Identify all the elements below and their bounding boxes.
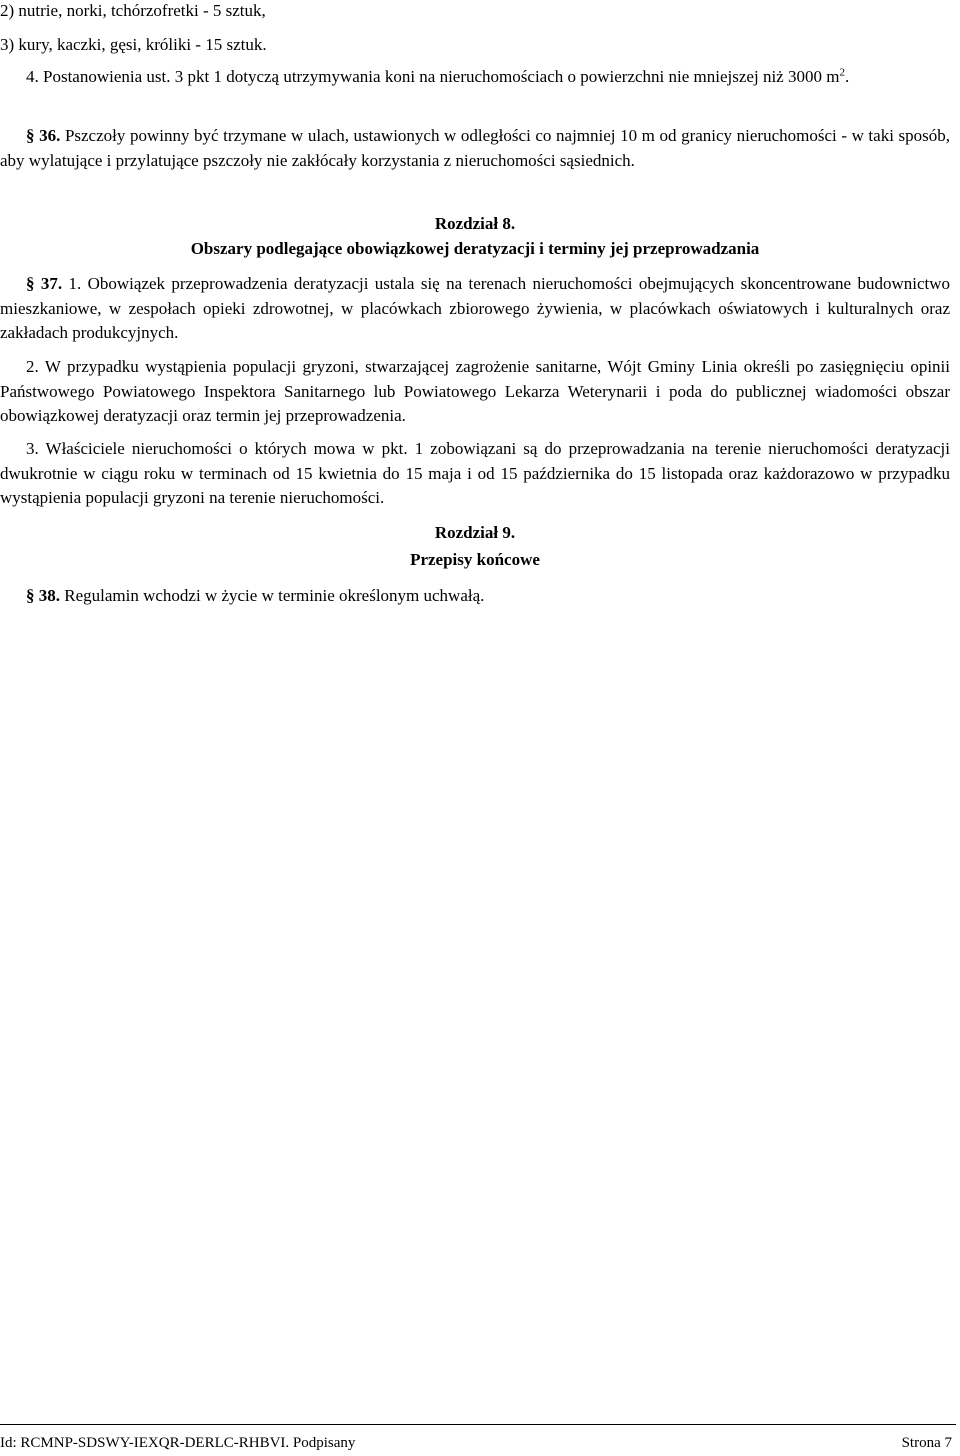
footer-page-number: Strona 7 (901, 1435, 952, 1451)
paragraph-36 (0, 124, 950, 173)
paragraph-36-number: 36. (39, 126, 61, 145)
list-item: 3) kury, kaczki, gęsi, króliki - 15 sztuk. (0, 35, 267, 54)
paragraph-37-number: 37. (40, 274, 63, 293)
paragraph-37-point-2: 2. W przypadku wystąpienia populacji gryzoni, stwarzającej zagrożenie sanitarne, Wójt Gminy Linia określi po zasięgnięciu opinii Państwowego Powiatowego Inspektora Sanitarnego lub Powiatowego Lekarza Weterynarii i poda do publicznej wiadomości obszar obowiązkowej deratyzacji oraz termin jej przeprowadzenia. (0, 357, 950, 425)
paragraph-37-point-3: 3. Właściciele nieruchomości o których mowa w pkt. 1 zobowiązani są do przeprowadzania na terenie nieruchomości deratyzacji dwukrotnie w ciągu roku w terminach od 15 kwietnia do 15 maja i od 15 października do 15 listopada oraz każdorazowo w przypadku wystąpienia populacji gryzoni na terenie nieruchomości. (0, 439, 950, 507)
chapter-8-heading: Rozdział 8. (434, 214, 516, 233)
footer-divider (0, 1424, 956, 1425)
paragraph-37-point-1 (0, 272, 950, 346)
chapter-9-heading: Rozdział 9. (434, 523, 516, 542)
section-sign-38: § (26, 586, 39, 605)
paragraph-38-number: 38. (38, 586, 60, 605)
point-4-superscript: 2 (839, 66, 845, 79)
section-sign-36: § (26, 126, 40, 145)
footer-document-id: Id: RCMNP-SDSWY-IEXQR-DERLC-RHBVI. Podpisany (0, 1435, 356, 1451)
paragraph-38-text: Regulamin wchodzi w życie w terminie określonym uchwałą. (64, 586, 485, 605)
point-4-paragraph (0, 65, 950, 90)
paragraph-38 (0, 584, 950, 609)
list-item: 2) nutrie, norki, tchórzofretki - 5 sztuk, (0, 1, 266, 20)
paragraph-36-text: Pszczoły powinny być trzymane w ulach, ustawionych w odległości co najmniej 10 m od granicy nieruchomości - w taki sposób, aby wylatujące i przylatujące pszczoły nie zakłócały korzystania z nieruchomości sąsiednich. (0, 126, 950, 170)
point-4-tail: . (844, 67, 850, 86)
page-footer (0, 1432, 952, 1454)
point-4-text: 4. Postanowienia ust. 3 pkt 1 dotyczą utrzymywania koni na nieruchomościach o powierzchni nie mniejszej niż 3000 m (26, 67, 840, 86)
paragraph-37-point-1-text: 1. Obowiązek przeprowadzenia deratyzacji ustala się na terenach nieruchomości obejmujących skoncentrowane budownictwo mieszkaniowe, w zespołach opieki zdrowotnej, w placówkach zbiorowego żywienia, w placówkach oświatowych i kulturalnych oraz zakładach produkcyjnych. (0, 274, 950, 342)
chapter-9-title: Przepisy końcowe (410, 550, 540, 569)
chapter-8-title: Obszary podlegające obowiązkowej deratyzacji i terminy jej przeprowadzania (190, 239, 760, 258)
section-sign-37: § (26, 274, 41, 293)
